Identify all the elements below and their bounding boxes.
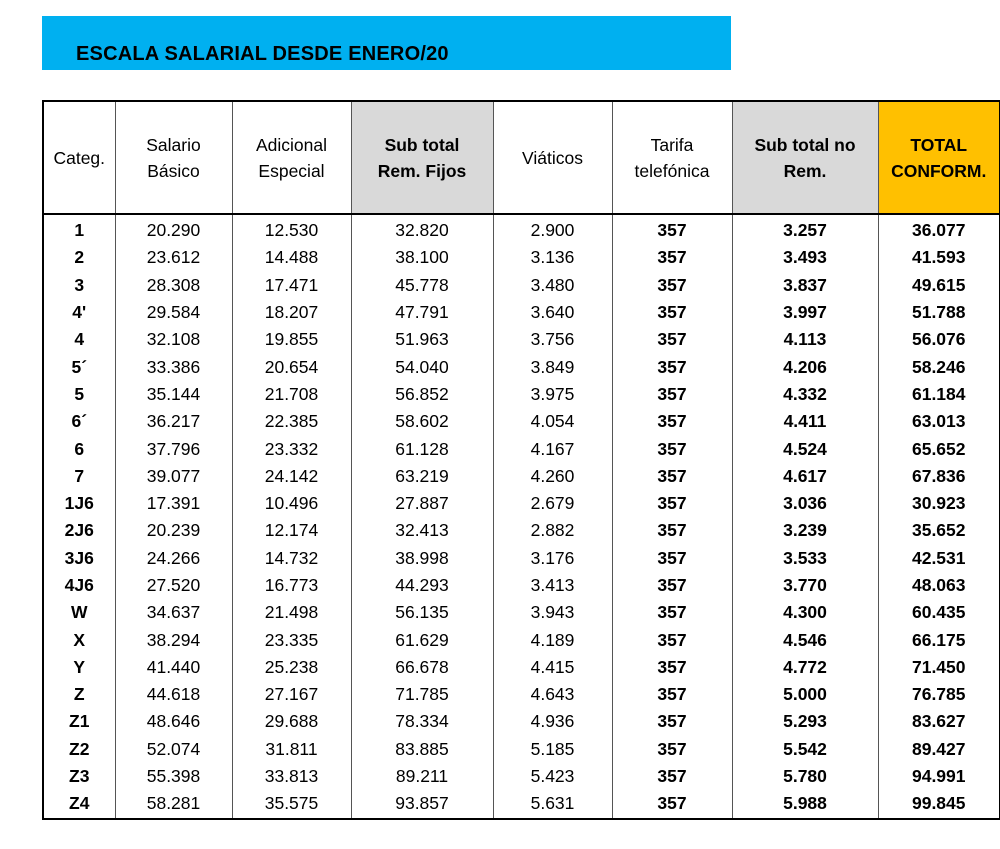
total-conform-cell: 60.435 [878,599,1000,626]
total-conform-cell: 58.246 [878,353,1000,380]
categ-cell: Y [43,654,115,681]
adicional-especial-cell: 22.385 [232,408,351,435]
table-row [43,435,1000,462]
subtotal-rem-fijos-cell: 38.998 [351,545,493,572]
salario-basico-cell: 41.440 [115,654,232,681]
categ-cell: 3J6 [43,545,115,572]
salario-basico-cell: 38.294 [115,626,232,653]
subtotal-no-rem-cell: 4.617 [732,463,878,490]
adicional-especial-cell: 25.238 [232,654,351,681]
subtotal-rem-fijos-cell: 93.857 [351,790,493,818]
total-conform-cell: 99.845 [878,790,1000,818]
tarifa-telefonica-cell: 357 [612,299,732,326]
header-subtotal-rem-fijos: Sub total Rem. Fijos [351,101,493,214]
table-row [43,681,1000,708]
viaticos-cell: 5.631 [493,790,612,818]
subtotal-no-rem-cell: 3.036 [732,490,878,517]
table-row [43,763,1000,790]
subtotal-rem-fijos-cell: 78.334 [351,708,493,735]
total-conform-cell: 35.652 [878,517,1000,544]
total-conform-cell: 67.836 [878,463,1000,490]
viaticos-cell: 3.849 [493,353,612,380]
subtotal-rem-fijos-cell: 66.678 [351,654,493,681]
categ-cell: 4 [43,326,115,353]
total-conform-cell: 36.077 [878,214,1000,244]
tarifa-telefonica-cell: 357 [612,599,732,626]
salario-basico-cell: 37.796 [115,435,232,462]
tarifa-telefonica-cell: 357 [612,244,732,271]
adicional-especial-cell: 18.207 [232,299,351,326]
total-conform-cell: 76.785 [878,681,1000,708]
table-row [43,299,1000,326]
subtotal-no-rem-cell: 3.239 [732,517,878,544]
table-row [43,244,1000,271]
total-conform-cell: 51.788 [878,299,1000,326]
subtotal-no-rem-cell: 3.257 [732,214,878,244]
subtotal-rem-fijos-cell: 83.885 [351,736,493,763]
adicional-especial-cell: 24.142 [232,463,351,490]
total-conform-cell: 71.450 [878,654,1000,681]
subtotal-no-rem-cell: 5.293 [732,708,878,735]
viaticos-cell: 3.136 [493,244,612,271]
adicional-especial-cell: 23.332 [232,435,351,462]
salario-basico-cell: 39.077 [115,463,232,490]
categ-cell: 5´ [43,353,115,380]
table-row [43,708,1000,735]
subtotal-no-rem-cell: 3.493 [732,244,878,271]
table-row [43,790,1000,818]
adicional-especial-cell: 33.813 [232,763,351,790]
subtotal-rem-fijos-cell: 32.820 [351,214,493,244]
header-subtotal-no-rem: Sub total no Rem. [732,101,878,214]
subtotal-no-rem-cell: 4.411 [732,408,878,435]
subtotal-rem-fijos-cell: 58.602 [351,408,493,435]
total-conform-cell: 89.427 [878,736,1000,763]
viaticos-cell: 2.900 [493,214,612,244]
viaticos-cell: 3.176 [493,545,612,572]
salario-basico-cell: 29.584 [115,299,232,326]
adicional-especial-cell: 20.654 [232,353,351,380]
subtotal-rem-fijos-cell: 27.887 [351,490,493,517]
viaticos-cell: 3.480 [493,272,612,299]
adicional-especial-cell: 35.575 [232,790,351,818]
viaticos-cell: 5.185 [493,736,612,763]
subtotal-rem-fijos-cell: 38.100 [351,244,493,271]
tarifa-telefonica-cell: 357 [612,763,732,790]
categ-cell: W [43,599,115,626]
viaticos-cell: 3.975 [493,381,612,408]
tarifa-telefonica-cell: 357 [612,708,732,735]
tarifa-telefonica-cell: 357 [612,654,732,681]
adicional-especial-cell: 19.855 [232,326,351,353]
table-row [43,353,1000,380]
total-conform-cell: 30.923 [878,490,1000,517]
categ-cell: 1J6 [43,490,115,517]
tarifa-telefonica-cell: 357 [612,736,732,763]
tarifa-telefonica-cell: 357 [612,353,732,380]
categ-cell: Z [43,681,115,708]
adicional-especial-cell: 12.174 [232,517,351,544]
adicional-especial-cell: 21.708 [232,381,351,408]
table-body [43,214,1000,819]
viaticos-cell: 2.882 [493,517,612,544]
adicional-especial-cell: 16.773 [232,572,351,599]
subtotal-no-rem-cell: 4.772 [732,654,878,681]
tarifa-telefonica-cell: 357 [612,463,732,490]
subtotal-rem-fijos-cell: 47.791 [351,299,493,326]
adicional-especial-cell: 21.498 [232,599,351,626]
tarifa-telefonica-cell: 357 [612,790,732,818]
viaticos-cell: 3.943 [493,599,612,626]
table-row [43,654,1000,681]
categ-cell: 2J6 [43,517,115,544]
subtotal-no-rem-cell: 4.300 [732,599,878,626]
salary-table [42,100,1000,820]
subtotal-rem-fijos-cell: 63.219 [351,463,493,490]
salario-basico-cell: 27.520 [115,572,232,599]
adicional-especial-cell: 27.167 [232,681,351,708]
viaticos-cell: 4.260 [493,463,612,490]
subtotal-no-rem-cell: 5.988 [732,790,878,818]
table-row [43,326,1000,353]
salario-basico-cell: 20.290 [115,214,232,244]
total-conform-cell: 94.991 [878,763,1000,790]
salario-basico-cell: 32.108 [115,326,232,353]
header-tarifa-telefonica: Tarifa telefónica [612,101,732,214]
viaticos-cell: 5.423 [493,763,612,790]
subtotal-rem-fijos-cell: 56.852 [351,381,493,408]
salario-basico-cell: 55.398 [115,763,232,790]
tarifa-telefonica-cell: 357 [612,572,732,599]
salario-basico-cell: 48.646 [115,708,232,735]
total-conform-cell: 63.013 [878,408,1000,435]
subtotal-no-rem-cell: 5.780 [732,763,878,790]
salario-basico-cell: 58.281 [115,790,232,818]
total-conform-cell: 49.615 [878,272,1000,299]
subtotal-no-rem-cell: 5.542 [732,736,878,763]
adicional-especial-cell: 12.530 [232,214,351,244]
total-conform-cell: 83.627 [878,708,1000,735]
table-row [43,463,1000,490]
subtotal-no-rem-cell: 4.524 [732,435,878,462]
header-total-conform: TOTAL CONFORM. [878,101,1000,214]
categ-cell: X [43,626,115,653]
table-row [43,626,1000,653]
subtotal-no-rem-cell: 4.546 [732,626,878,653]
tarifa-telefonica-cell: 357 [612,381,732,408]
tarifa-telefonica-cell: 357 [612,681,732,708]
subtotal-rem-fijos-cell: 45.778 [351,272,493,299]
tarifa-telefonica-cell: 357 [612,272,732,299]
total-conform-cell: 56.076 [878,326,1000,353]
subtotal-no-rem-cell: 3.533 [732,545,878,572]
salario-basico-cell: 17.391 [115,490,232,517]
categ-cell: 2 [43,244,115,271]
adicional-especial-cell: 23.335 [232,626,351,653]
subtotal-no-rem-cell: 4.332 [732,381,878,408]
subtotal-rem-fijos-cell: 61.128 [351,435,493,462]
total-conform-cell: 61.184 [878,381,1000,408]
viaticos-cell: 2.679 [493,490,612,517]
table-row [43,517,1000,544]
categ-cell: 7 [43,463,115,490]
viaticos-cell: 3.413 [493,572,612,599]
categ-cell: 6´ [43,408,115,435]
table-row [43,490,1000,517]
table-row [43,272,1000,299]
salario-basico-cell: 44.618 [115,681,232,708]
subtotal-rem-fijos-cell: 54.040 [351,353,493,380]
header-categ: Categ. [43,101,115,214]
header-row [43,101,1000,214]
categ-cell: Z1 [43,708,115,735]
title-banner [42,16,731,70]
table-row [43,599,1000,626]
adicional-especial-cell: 17.471 [232,272,351,299]
header-salario-basico: Salario Básico [115,101,232,214]
subtotal-no-rem-cell: 3.837 [732,272,878,299]
subtotal-no-rem-cell: 3.770 [732,572,878,599]
subtotal-rem-fijos-cell: 32.413 [351,517,493,544]
adicional-especial-cell: 29.688 [232,708,351,735]
subtotal-rem-fijos-cell: 51.963 [351,326,493,353]
viaticos-cell: 4.189 [493,626,612,653]
salario-basico-cell: 36.217 [115,408,232,435]
header-adicional-especial: Adicional Especial [232,101,351,214]
categ-cell: Z2 [43,736,115,763]
total-conform-cell: 41.593 [878,244,1000,271]
adicional-especial-cell: 10.496 [232,490,351,517]
tarifa-telefonica-cell: 357 [612,626,732,653]
categ-cell: 3 [43,272,115,299]
subtotal-no-rem-cell: 4.113 [732,326,878,353]
salario-basico-cell: 23.612 [115,244,232,271]
tarifa-telefonica-cell: 357 [612,408,732,435]
tarifa-telefonica-cell: 357 [612,545,732,572]
total-conform-cell: 66.175 [878,626,1000,653]
table-row [43,736,1000,763]
viaticos-cell: 3.756 [493,326,612,353]
categ-cell: 5 [43,381,115,408]
viaticos-cell: 4.415 [493,654,612,681]
table-row [43,408,1000,435]
categ-cell: Z4 [43,790,115,818]
tarifa-telefonica-cell: 357 [612,517,732,544]
salario-basico-cell: 28.308 [115,272,232,299]
tarifa-telefonica-cell: 357 [612,490,732,517]
salario-basico-cell: 24.266 [115,545,232,572]
categ-cell: Z3 [43,763,115,790]
tarifa-telefonica-cell: 357 [612,326,732,353]
subtotal-rem-fijos-cell: 71.785 [351,681,493,708]
subtotal-rem-fijos-cell: 44.293 [351,572,493,599]
subtotal-rem-fijos-cell: 89.211 [351,763,493,790]
categ-cell: 4J6 [43,572,115,599]
table-row [43,545,1000,572]
adicional-especial-cell: 14.732 [232,545,351,572]
salario-basico-cell: 52.074 [115,736,232,763]
categ-cell: 6 [43,435,115,462]
subtotal-rem-fijos-cell: 56.135 [351,599,493,626]
adicional-especial-cell: 31.811 [232,736,351,763]
adicional-especial-cell: 14.488 [232,244,351,271]
total-conform-cell: 65.652 [878,435,1000,462]
subtotal-no-rem-cell: 5.000 [732,681,878,708]
salario-basico-cell: 35.144 [115,381,232,408]
total-conform-cell: 42.531 [878,545,1000,572]
salario-basico-cell: 20.239 [115,517,232,544]
header-viaticos: Viáticos [493,101,612,214]
subtotal-rem-fijos-cell: 61.629 [351,626,493,653]
table-row [43,214,1000,244]
total-conform-cell: 48.063 [878,572,1000,599]
viaticos-cell: 4.167 [493,435,612,462]
salario-basico-cell: 33.386 [115,353,232,380]
viaticos-cell: 3.640 [493,299,612,326]
viaticos-cell: 4.936 [493,708,612,735]
subtotal-no-rem-cell: 3.997 [732,299,878,326]
tarifa-telefonica-cell: 357 [612,214,732,244]
page-title: ESCALA SALARIAL DESDE ENERO/20 [76,43,449,65]
viaticos-cell: 4.054 [493,408,612,435]
categ-cell: 1 [43,214,115,244]
table-row [43,572,1000,599]
categ-cell: 4' [43,299,115,326]
subtotal-no-rem-cell: 4.206 [732,353,878,380]
tarifa-telefonica-cell: 357 [612,435,732,462]
salario-basico-cell: 34.637 [115,599,232,626]
table-row [43,381,1000,408]
viaticos-cell: 4.643 [493,681,612,708]
